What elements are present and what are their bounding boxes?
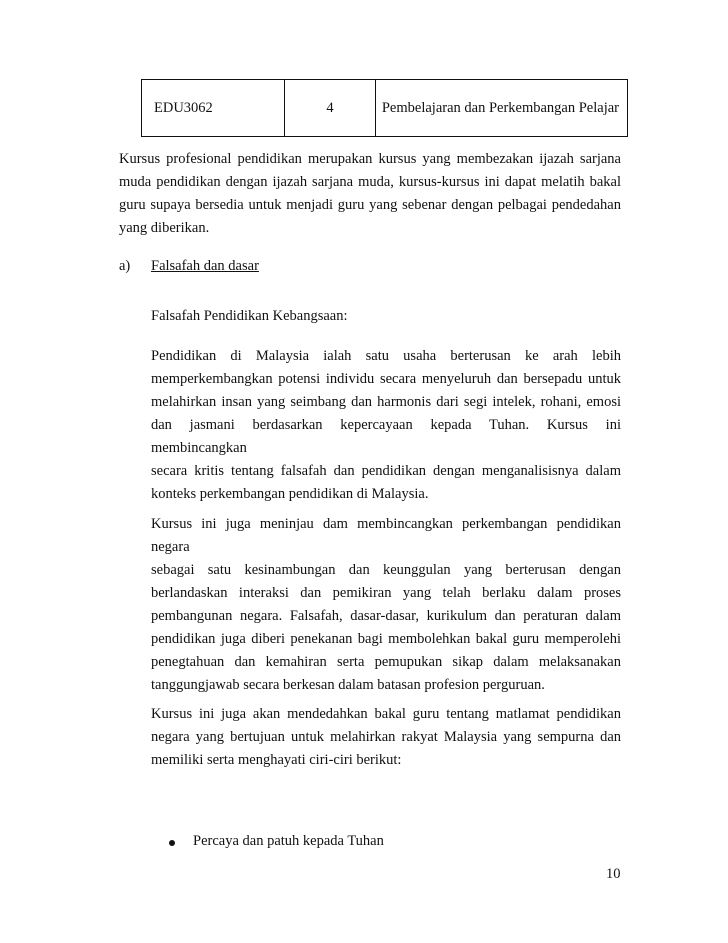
- bullet-text: Percaya dan patuh kepada Tuhan: [193, 833, 384, 849]
- text-line: yang diberikan.: [119, 220, 210, 236]
- text-line: dan jasmani berdasarkan kepercayaan kepada Tuhan. Kursus ini membincangkan: [151, 417, 621, 456]
- text-line: secara kritis tentang falsafah dan pendidikan dengan menganalisisnya dalam: [151, 463, 621, 479]
- text-line: negara yang bertujuan untuk melahirkan rakyat Malaysia yang sempurna dan: [151, 729, 621, 745]
- text-line: Kursus ini juga meninjau dam membincangkan perkembangan pendidikan negara: [151, 516, 621, 555]
- bullet-item: [175, 833, 384, 850]
- text-line: guru supaya bersedia untuk menjadi guru yang sebenar dengan pelbagai pendedahan: [119, 197, 621, 213]
- text-line: pembangunan negara. Falsafah, dasar-dasar, kurikulum dan peraturan dalam: [151, 608, 621, 624]
- text-line: Pendidikan di Malaysia ialah satu usaha berterusan ke arah lebih: [151, 348, 621, 364]
- course-credit-cell: 4: [285, 80, 376, 137]
- course-name-cell: Pembelajaran dan Perkembangan Pelajar: [375, 80, 627, 137]
- text-line: sebagai satu kesinambungan dan keunggulan yang berterusan dengan: [151, 562, 621, 578]
- text-line: konteks perkembangan pendidikan di Malaysia.: [151, 486, 429, 502]
- intro-paragraph: [119, 148, 621, 240]
- text-line: memperkembangkan potensi individu secara menyeluruh dan bersepadu untuk: [151, 371, 621, 387]
- table-row: [142, 80, 628, 137]
- paragraph-2: [151, 513, 621, 697]
- text-line: Kursus profesional pendidikan merupakan kursus yang membezakan ijazah sarjana: [119, 151, 621, 167]
- text-line: penegtahuan dan kemahiran serta pemupukan sikap dalam melaksanakan: [151, 654, 621, 670]
- paragraph-3: [151, 703, 621, 772]
- text-line: Kursus ini juga akan mendedahkan bakal guru tentang matlamat pendidikan: [151, 706, 621, 722]
- course-code-cell: EDU3062: [142, 80, 285, 137]
- course-table: [141, 79, 628, 137]
- text-line: tanggungjawab secara berkesan dalam batasan profesion perguruan.: [151, 677, 545, 693]
- bullet-icon: [169, 840, 175, 846]
- section-heading: [119, 258, 259, 275]
- text-line: berlandaskan interaksi dan pemikiran yang telah berlaku dalam proses: [151, 585, 621, 601]
- subheading: Falsafah Pendidikan Kebangsaan:: [151, 308, 348, 324]
- text-line: melahirkan insan yang seimbang dan harmonis dari segi intelek, rohani, emosi: [151, 394, 621, 410]
- text-line: memiliki serta menghayati ciri-ciri berikut:: [151, 752, 402, 768]
- page-number: 10: [606, 866, 621, 882]
- section-label: a): [119, 258, 131, 274]
- section-title: Falsafah dan dasar: [151, 258, 259, 274]
- paragraph-1: [151, 345, 621, 506]
- text-line: muda pendidikan dengan ijazah sarjana muda, kursus-kursus ini dapat melatih bakal: [119, 174, 621, 190]
- text-line: pendidikan juga diberi penekanan bagi membolehkan bakal guru memperolehi: [151, 631, 621, 647]
